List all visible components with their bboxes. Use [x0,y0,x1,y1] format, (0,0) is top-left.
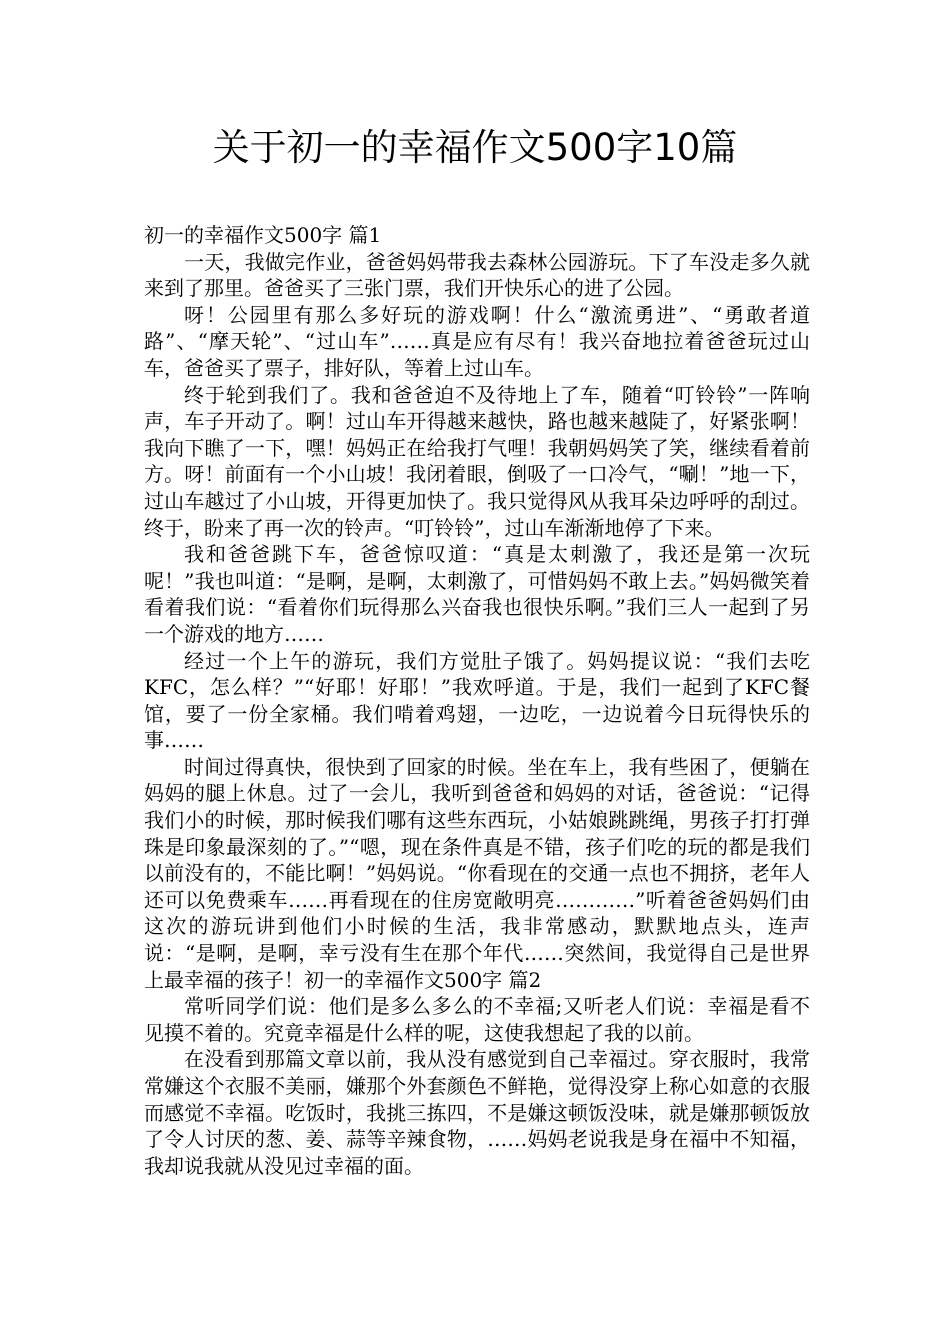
paragraph-6-text: 时间过得真快，很快到了回家的时候。坐在车上，我有些困了，便躺在妈妈的腿上休息。过了一会儿，我听到爸爸和妈妈的对话，爸爸说：“记得我们小的时候，那时候我们哪有这些东西玩，小姑娘跳跳绳，男孩子打打弹珠是印象最深刻的了。”“嗯，现在条件真是不错，孩子们吃的玩的都是我们以前没有的，不能比啊！”妈妈说。“你看现在的交通一点也不拥挤，老年人还可以免费乘车……再看现在的住房宽敞明亮…………”听着爸爸妈妈们由这次的游玩讲到他们小时候的生活，我非常感动，默默地点头，连声说：“是啊，是啊，幸亏没有生在那个年代……突然间，我觉得自己是世界上最幸福的孩子！ [144,754,810,992]
document-body [144,222,810,1179]
paragraph-7: 常听同学们说：他们是多么多么的不幸福;又听老人们说：幸福是看不见摸不着的。究竟幸福是什么样的呢，这使我想起了我的以前。 [144,994,810,1045]
paragraph-2: 呀！公园里有那么多好玩的游戏啊！什么“激流勇进”、“勇敢者道路”、“摩天轮”、“过山车”……真是应有尽有！我兴奋地拉着爸爸玩过山车，爸爸买了票子，排好队，等着上过山车。 [144,302,810,380]
paragraph-3: 终于轮到我们了。我和爸爸迫不及待地上了车，随着“叮铃铃”一阵响声，车子开动了。啊！过山车开得越来越快，路也越来越陡了，好紧张啊！我向下瞧了一下，嘿！妈妈正在给我打气哩！我朝妈妈笑了笑，继续看着前方。呀！前面有一个小山坡！我闭着眼，倒吸了一口冷气，“唰！”地一下，过山车越过了小山坡，开得更加快了。我只觉得风从我耳朵边呼呼的刮过。终于，盼来了再一次的铃声。“叮铃铃”，过山车渐渐地停了下来。 [144,382,810,540]
paragraph-8: 在没看到那篇文章以前，我从没有感觉到自己幸福过。穿衣服时，我常常嫌这个衣服不美丽，嫌那个外套颜色不鲜艳，觉得没穿上称心如意的衣服而感觉不幸福。吃饭时，我挑三拣四，不是嫌这顿饭没味，就是嫌那顿饭放了令人讨厌的葱、姜、蒜等辛辣食物，……妈妈老说我是身在福中不知福，我却说我就从没见过幸福的面。 [144,1047,810,1178]
paragraph-4: 我和爸爸跳下车，爸爸惊叹道：“真是太刺激了，我还是第一次玩呢！”我也叫道：“是啊，是啊，太刺激了，可惜妈妈不敢上去。”妈妈微笑着看着我们说：“看着你们玩得那么兴奋我也很快乐啊。”我们三人一起到了另一个游戏的地方…… [144,542,810,646]
paragraph-5: 经过一个上午的游玩，我们方觉肚子饿了。妈妈提议说：“我们去吃KFC，怎么样？”“好耶！好耶！”我欢呼道。于是，我们一起到了KFC餐馆，要了一份全家桶。我们啃着鸡翅，一边吃，一边说着今日玩得快乐的事…… [144,648,810,753]
paragraph-1: 一天，我做完作业，爸爸妈妈带我去森林公园游玩。下了车没走多久就来到了那里。爸爸买了三张门票，我们开快乐心的进了公园。 [144,249,810,301]
section-heading-1: 初一的幸福作文500字 篇1 [144,223,382,247]
document-title: 关于初一的幸福作文500字10篇 [212,126,738,169]
paragraph-6 [144,754,810,993]
section-heading-2: 初一的幸福作文500字 篇2 [304,967,542,992]
